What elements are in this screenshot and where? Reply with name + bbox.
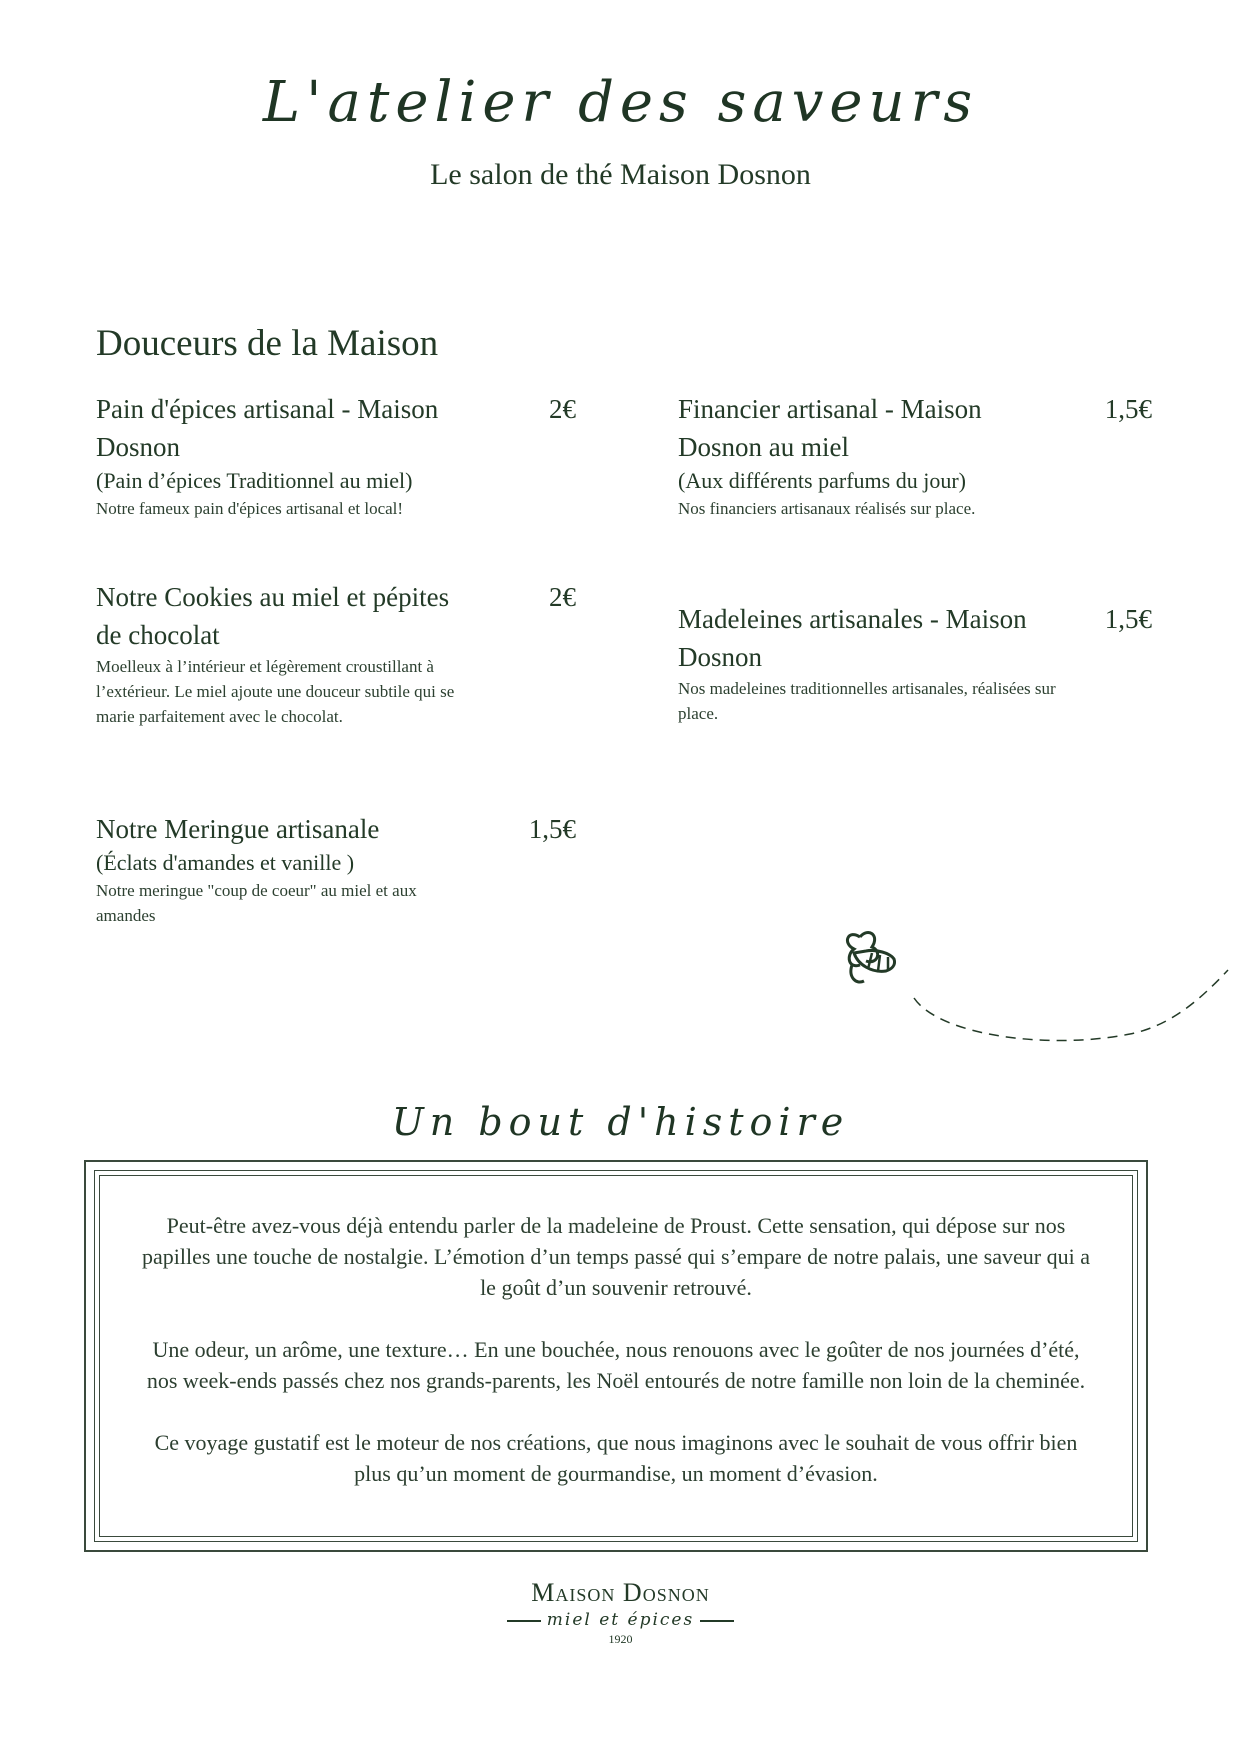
item-price: 2€ <box>549 394 576 424</box>
item-description: Nos financiers artisanaux réalisés sur place. <box>678 499 976 518</box>
item-subtitle: (Pain d’épices Traditionnel au miel) <box>96 468 413 493</box>
history-paragraph: Ce voyage gustatif est le moteur de nos créations, que nous imaginons avec le souhait de vous offrir bien plus qu’un moment de gourmandise, un moment d’évasion. <box>154 1430 1078 1486</box>
history-box <box>84 1160 1148 1552</box>
page-title: L'atelier des saveurs <box>262 70 979 135</box>
item-price: 1,5€ <box>528 814 576 844</box>
menu-item <box>96 390 576 521</box>
history-title: Un bout d'histoire <box>391 1100 850 1144</box>
section-title: Douceurs de la Maison <box>96 323 439 364</box>
item-description: Nos madeleines traditionnelles artisanales, réalisées sur place. <box>678 679 1056 723</box>
bee-icon <box>838 925 908 995</box>
item-name: Financier artisanal - Maison Dosnon au miel <box>678 394 982 462</box>
menu-item <box>678 600 1152 726</box>
item-description: Moelleux à l’intérieur et légèrement croustillant à l’extérieur. Le miel ajoute une douceur subtile qui se marie parfaitement avec le chocolat. <box>96 657 455 726</box>
logo-dash <box>507 1620 541 1622</box>
item-name: Madeleines artisanales - Maison Dosnon <box>678 604 1027 672</box>
logo-year: 1920 <box>608 1632 633 1646</box>
item-name: Notre Cookies au miel et pépites de chocolat <box>96 582 450 650</box>
item-subtitle: (Éclats d'amandes et vanille ) <box>96 850 355 875</box>
item-description: Notre meringue "coup de coeur" au miel et aux amandes <box>96 881 417 925</box>
item-price: 1,5€ <box>1104 604 1152 634</box>
item-price: 2€ <box>549 582 576 612</box>
history-content <box>99 1175 1133 1537</box>
menu-item <box>96 810 576 928</box>
item-subtitle: (Aux différents parfums du jour) <box>678 468 966 493</box>
history-frame <box>94 1170 1138 1542</box>
item-description: Notre fameux pain d'épices artisanal et local! <box>96 499 404 518</box>
logo-name: Maison Dosnon <box>531 1578 710 1607</box>
flight-path-icon <box>900 960 1230 1050</box>
menu-item <box>96 578 576 729</box>
item-name: Notre Meringue artisanale <box>96 814 380 844</box>
item-name: Pain d'épices artisanal - Maison Dosnon <box>96 394 439 462</box>
page-subtitle: Le salon de thé Maison Dosnon <box>430 158 811 191</box>
history-paragraph: Peut-être avez-vous déjà entendu parler de la madeleine de Proust. Cette sensation, qui dépose sur nos papilles une touche de nostalgie. L’émotion d’un temps passé qui s’empare de notre palais, une saveur qui a le goût d’un souvenir retrouvé. <box>142 1213 1090 1300</box>
menu-item <box>678 390 1152 521</box>
history-paragraph: Une odeur, un arôme, une texture… En une bouchée, nous renouons avec le goûter de nos journées d’été, nos week-ends passés chez nos grands-parents, les Noël entourés de notre famille non loin de la cheminée. <box>146 1337 1086 1393</box>
brand-logo <box>0 1578 1241 1647</box>
item-price: 1,5€ <box>1104 394 1152 424</box>
logo-dash <box>700 1620 734 1622</box>
logo-tagline: miel et épices <box>546 1610 695 1630</box>
logo-tagline-row <box>0 1610 1241 1630</box>
